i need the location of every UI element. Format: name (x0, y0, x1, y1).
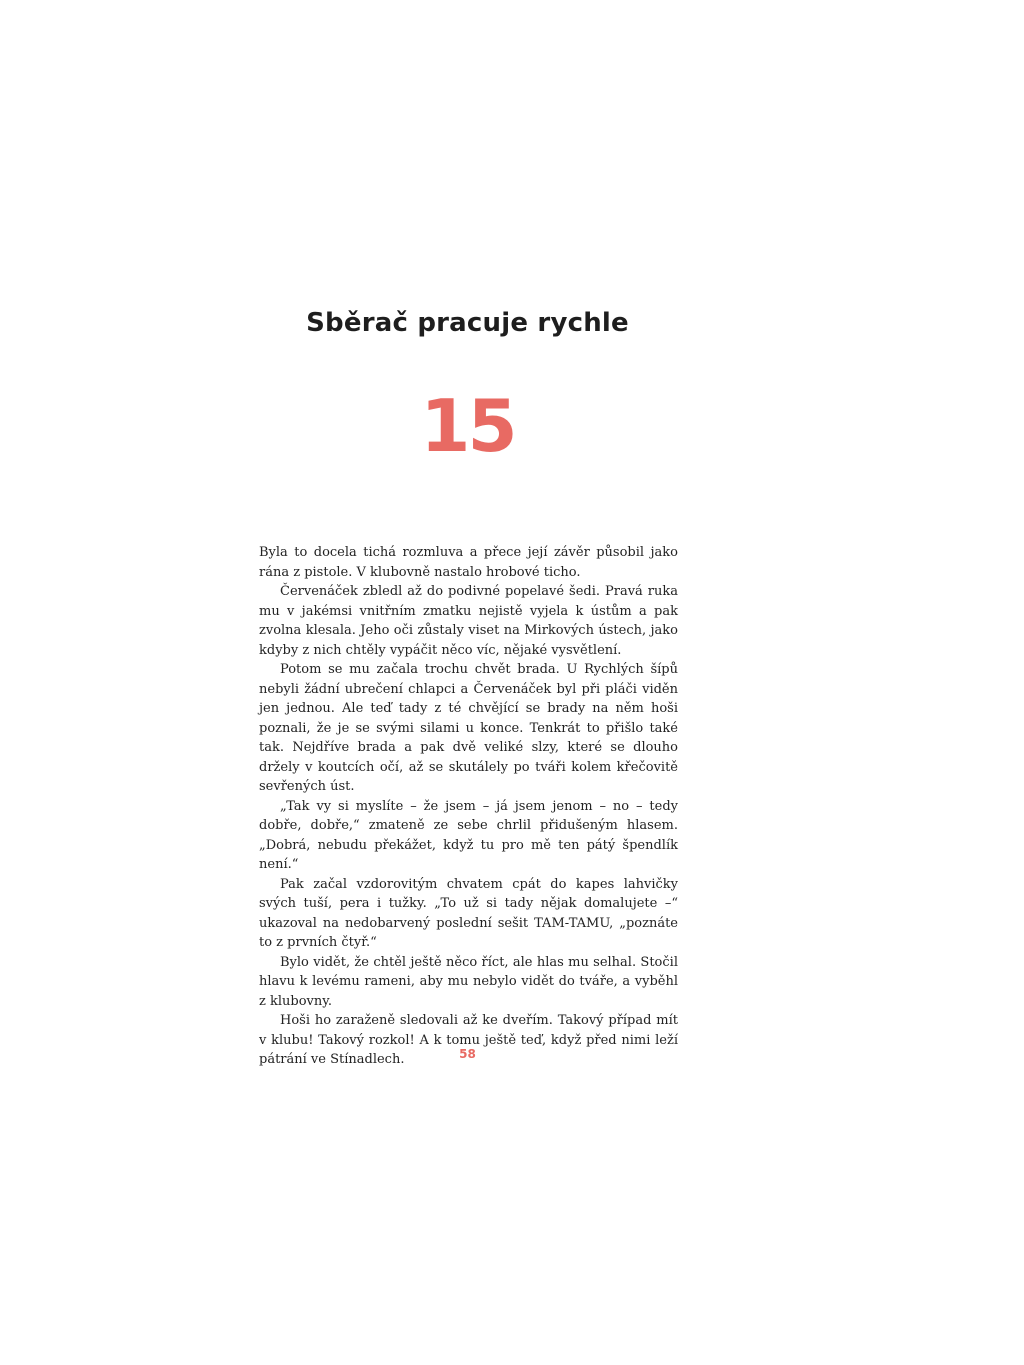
paragraph: „Tak vy si myslíte – že jsem – já jsem jenom – no – tedy dobře, dobře,“ zmateně ze sebe chrlil přidušeným hlasem. „Dobrá, nebudu překážet, když tu pro mě ten pátý špendlík není.“ (259, 798, 678, 872)
paragraph: Potom se mu začala trochu chvět brada. U Rychlých šípů nebyli žádní ubrečení chlapci a Červenáček byl při pláči viděn jen jednou. Ale teď tady z té chvějící se brady na něm hoši poznali, že je se svými silami u konce. Tenkrát to přišlo také tak. Nejdříve brada a pak dvě veliké slzy, které se dlouho držely v koutcích očí, až se skutálely po tváři kolem křečovitě sevřených úst. (259, 662, 678, 794)
paragraph: Byla to docela tichá rozmluva a přece její závěr působil jako rána z pistole. V klubovně nastalo hrobové ticho. (259, 545, 678, 580)
paragraph: Hoši ho zaraženě sledovali až ke dveřím. Takový případ mít v klubu! Takový rozkol! A k tomu ještě teď, když před nimi leží pátrání ve Stínadlech. (259, 1013, 678, 1067)
paragraph: Červenáček zbledl až do podivné popelavé šedi. Pravá ruka mu v jakémsi vnitřním zmatku nejistě vyjela k ústům a pak zvolna klesala. Jeho oči zůstaly viset na Mirkových ústech, jako kdyby z nich chtěly vypáčit něco víc, nějaké vysvětlení. (259, 584, 678, 658)
chapter-title: Sběrač pracuje rychle (306, 308, 629, 338)
paragraph: Pak začal vzdorovitým chvatem cpát do kapes lahvičky svých tuší, pera i tužky. „To už si tady nějak domalujete –“ ukazoval na nedobarvený poslední sešit TAM-TAMU, „poznáte to z prvních čtyř.“ (259, 876, 678, 950)
page-number: 58 (459, 1047, 476, 1061)
paragraph: Bylo vidět, že chtěl ještě něco říct, ale hlas mu selhal. Stočil hlavu k levému rameni, aby mu nebylo vidět do tváře, a vyběhl z klubovny. (259, 954, 678, 1009)
chapter-body (259, 543, 678, 1070)
chapter-number: 15 (420, 384, 515, 468)
